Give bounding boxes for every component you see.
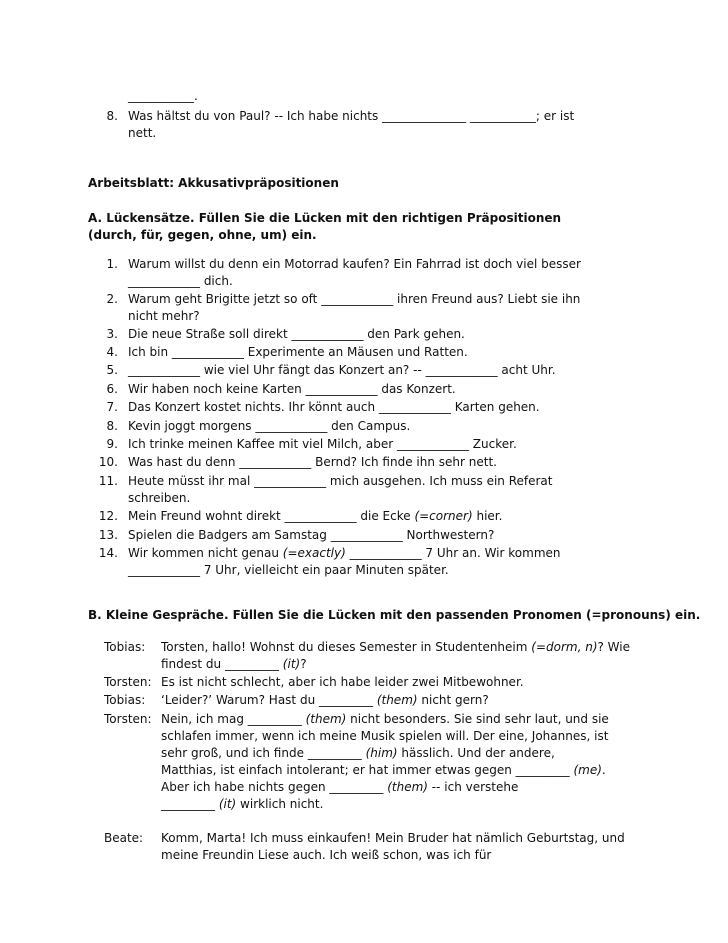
list-number: 12.	[98, 509, 118, 523]
list-item-text: Spielen die Badgers am Samstag ____________ Northwestern?	[128, 528, 495, 542]
dialogue-line: Komm, Marta! Ich muss einkaufen! Mein Bruder hat nämlich Geburtstag, und	[161, 831, 625, 845]
section-a-heading-options: (durch, für, gegen, ohne, um) ein.	[88, 228, 317, 242]
gloss-italic: (=corner)	[414, 509, 473, 523]
gloss-italic: (=dorm, n)	[531, 640, 598, 654]
list-item-text: ____________ dich.	[128, 274, 233, 288]
text-run: _________	[161, 797, 219, 811]
previous-blank-fragment: ___________.	[128, 89, 198, 103]
text-run: ?	[300, 657, 307, 671]
text-run: sehr groß, und ich finde _________	[161, 746, 366, 760]
list-number: 2.	[106, 292, 118, 306]
text-run: findest du _________	[161, 657, 283, 671]
text-run: Nein, ich mag _________	[161, 712, 306, 726]
dialogue-line	[161, 796, 323, 813]
list-item-text: Das Konzert kostet nichts. Ihr könnt auch ____________ Karten gehen.	[128, 400, 540, 414]
dialogue-line	[161, 745, 555, 762]
text-run: ‘Leider?’ Warum? Hast du _________	[161, 693, 377, 707]
list-item-text: Wir haben noch keine Karten ____________ das Konzert.	[128, 382, 456, 396]
text-run: -- ich verstehe	[427, 780, 519, 794]
speaker-label: Tobias:	[104, 693, 146, 707]
list-number: 6.	[106, 382, 118, 396]
text-run: Wir kommen nicht genau	[128, 546, 283, 560]
speaker-label: Beate:	[104, 831, 144, 845]
text-run: Matthias, ist einfach intolerant; er hat immer etwas gegen _________	[161, 763, 574, 777]
list-item-text: Warum willst du denn ein Motorrad kaufen? Ein Fahrrad ist doch viel besser	[128, 257, 581, 271]
list-item-text: ____________ 7 Uhr, vielleicht ein paar Minuten später.	[128, 563, 449, 577]
speaker-label: Torsten:	[104, 675, 152, 689]
list-number: 3.	[106, 327, 118, 341]
section-a-heading: A. Lückensätze. Füllen Sie die Lücken mit den richtigen Präpositionen	[88, 211, 562, 225]
dialogue-line: Es ist nicht schlecht, aber ich habe leider zwei Mitbewohner.	[161, 675, 524, 689]
dialogue-line	[161, 692, 489, 709]
gloss-italic: (them)	[387, 780, 428, 794]
list-number: 11.	[98, 474, 118, 488]
dialogue-line: schlafen immer, wenn ich meine Musik spielen will. Der eine, Johannes, ist	[161, 729, 609, 743]
text-run: hässlich. Und der andere,	[397, 746, 555, 760]
gloss-italic: (them)	[376, 693, 418, 707]
gloss-italic: (them)	[305, 712, 347, 726]
gloss-italic: (it)	[218, 797, 237, 811]
text-run: Torsten, hallo! Wohnst du dieses Semester in Studentenheim	[161, 640, 532, 654]
dialogue-line: meine Freundin Liese auch. Ich weiß schon, was ich für	[161, 848, 492, 862]
section-b-heading: B. Kleine Gespräche. Füllen Sie die Lücken mit den passenden Pronomen (=pronouns) ein.	[88, 608, 701, 622]
list-item-text: Was hältst du von Paul? -- Ich habe nichts ______________ ___________; er ist	[128, 109, 575, 123]
gloss-italic: (=exactly)	[282, 546, 346, 560]
list-item-text: nicht mehr?	[128, 309, 200, 323]
list-item-text	[128, 508, 502, 525]
list-number: 10.	[98, 455, 118, 469]
text-run: Mein Freund wohnt direkt ____________ die Ecke	[128, 509, 415, 523]
list-item-text: Ich trinke meinen Kaffee mit viel Milch, aber ____________ Zucker.	[128, 437, 517, 451]
text-run: nicht gern?	[417, 693, 489, 707]
text-run: ? Wie	[597, 640, 631, 654]
gloss-italic: (it)	[282, 657, 301, 671]
list-item-text: Kevin joggt morgens ____________ den Campus.	[128, 419, 411, 433]
list-number: 8.	[106, 419, 118, 433]
text-run: wirklich nicht.	[236, 797, 324, 811]
list-item-text: ____________ wie viel Uhr fängt das Konzert an? -- ____________ acht Uhr.	[128, 363, 556, 377]
text-run: ____________ 7 Uhr an. Wir kommen	[345, 546, 561, 560]
list-number: 4.	[106, 345, 118, 359]
text-run: Aber ich habe nichts gegen _________	[161, 780, 388, 794]
list-number: 1.	[106, 257, 118, 271]
list-number: 13.	[98, 528, 118, 542]
list-item-text: Warum geht Brigitte jetzt so oft ____________ ihren Freund aus? Liebt sie ihn	[128, 292, 581, 306]
gloss-italic: (him)	[365, 746, 398, 760]
list-item-text	[128, 545, 561, 562]
dialogue-line	[161, 779, 518, 796]
list-item-text: Die neue Straße soll direkt ____________ den Park gehen.	[128, 327, 465, 341]
list-item-text: nett.	[128, 126, 157, 140]
gloss-italic: (me)	[573, 763, 602, 777]
dialogue-line	[161, 762, 606, 779]
worksheet-title: Arbeitsblatt: Akkusativpräpositionen	[88, 176, 339, 190]
list-number: 14.	[98, 546, 118, 560]
speaker-label: Torsten:	[104, 712, 152, 726]
dialogue-line	[161, 711, 609, 728]
list-item-text: schreiben.	[128, 491, 191, 505]
text-run: hier.	[472, 509, 503, 523]
list-number: 7.	[106, 400, 118, 414]
speaker-label: Tobias:	[104, 640, 146, 654]
list-item-text: Heute müsst ihr mal ____________ mich ausgehen. Ich muss ein Referat	[128, 474, 553, 488]
list-number: 8.	[106, 109, 118, 123]
list-number: 9.	[106, 437, 118, 451]
list-item-text: Was hast du denn ____________ Bernd? Ich finde ihn sehr nett.	[128, 455, 497, 469]
dialogue-line	[161, 639, 630, 656]
text-run: .	[601, 763, 606, 777]
list-number: 5.	[106, 363, 118, 377]
dialogue-line	[161, 656, 307, 673]
list-item-text: Ich bin ____________ Experimente an Mäusen und Ratten.	[128, 345, 468, 359]
text-run: nicht besonders. Sie sind sehr laut, und sie	[346, 712, 609, 726]
